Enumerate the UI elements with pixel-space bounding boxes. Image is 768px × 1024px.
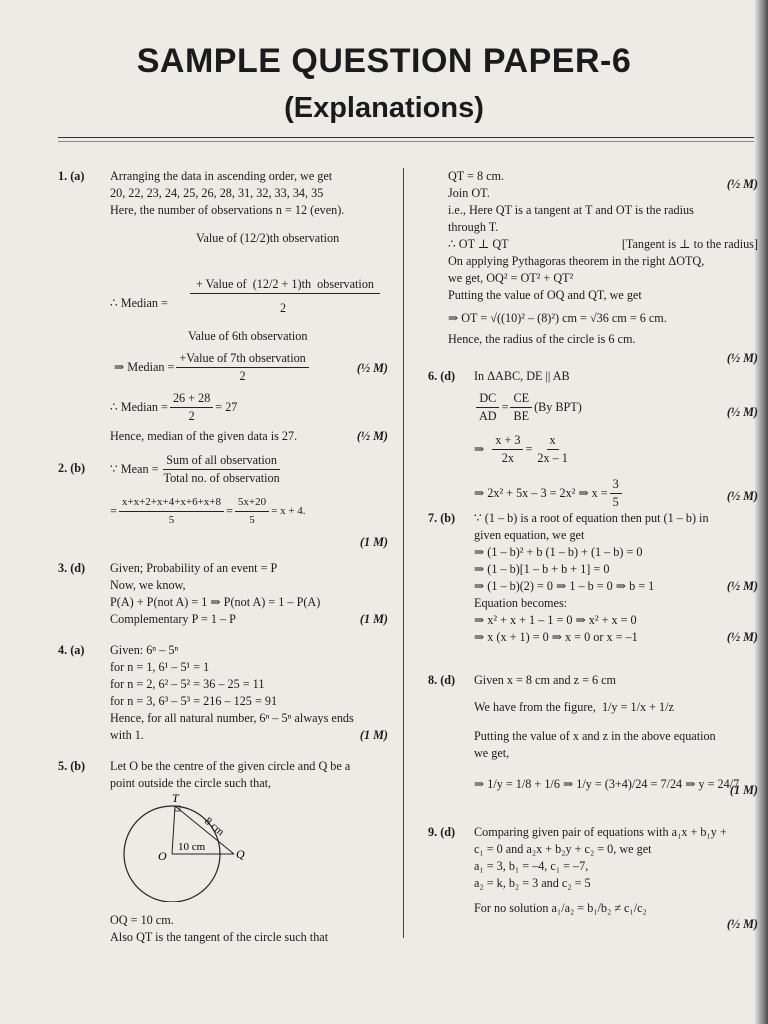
- answer-text: Hence, for all natural number, 6ⁿ – 5ⁿ always ends: [110, 711, 354, 725]
- formula-label: ∴ Median =: [110, 400, 168, 414]
- left-column: [58, 168, 396, 944]
- formula-text: observation: [282, 231, 340, 245]
- mark-label: (½ M): [726, 351, 758, 365]
- mark-label: (½ M): [726, 489, 758, 503]
- label-q: Q: [236, 847, 245, 861]
- mark-label: (1 M): [359, 612, 388, 626]
- answer-text: Putting the value of OQ and QT, we get: [448, 288, 642, 302]
- question-number: 3. (d): [58, 561, 86, 575]
- mark-label: (½ M): [356, 361, 388, 375]
- answer-text: with 1.: [110, 728, 144, 742]
- question-number: 1. (a): [58, 169, 85, 183]
- answer-text: Given: 6ⁿ – 5ⁿ: [110, 643, 179, 657]
- mark-label: (1 M): [359, 728, 388, 742]
- formula-text: ⇒ 1/y = 1/8 + 1/6 ⇒ 1/y = (3+4)/24 = 7/24 ⇒ y = 24/7: [474, 777, 740, 791]
- answer-text: P(A) + P(not A) = 1 ⇒ P(not A) = 1 – P(A): [110, 595, 321, 609]
- answer-text: a₂ = k, b₂ = 3 and c₂ = 5: [474, 876, 591, 890]
- formula-text: Total no. of observation: [163, 471, 280, 485]
- formula-text: ⇒: [474, 442, 485, 456]
- answer-text: Complementary P = 1 – P: [110, 612, 236, 626]
- answer-text: Now, we know,: [110, 578, 186, 592]
- answer-5-continued: [428, 168, 758, 368]
- formula-text: 5x+20: [235, 494, 269, 512]
- question-number: 4. (a): [58, 643, 85, 657]
- formula-text: = 27: [215, 400, 238, 414]
- answer-text: On applying Pythagoras theorem in the right ΔOTQ,: [448, 254, 705, 268]
- formula-text: + Value of: [195, 277, 247, 291]
- mark-label: (½ M): [356, 429, 388, 443]
- answer-2: 2. (b) ∵ Mean = $\frac{\text{Sum of all observation}}{\text{Total no. of observation}}$ = $\frac{x+x+2+x+4+x+6+x+8}{5}$ = $\frac{5x+20}{5}$ = x + 4. (1 M): [58, 453, 388, 549]
- answer-text: ⇒ x (x + 1) = 0 ⇒ x = 0 or x = –1: [474, 630, 638, 644]
- answer-text: we get, OQ² = OT² + QT²: [448, 271, 574, 285]
- formula-text: Value of: [196, 231, 237, 245]
- mark-label: (½ M): [726, 630, 758, 644]
- formula-text: x+x+2+x+4+x+6+x+8: [119, 494, 224, 512]
- column-divider: [403, 168, 404, 938]
- answer-text: for n = 2, 6² – 5² = 36 – 25 = 11: [110, 677, 265, 691]
- answer-text: a₁ = 3, b₁ = –4, c₁ = –7,: [474, 859, 589, 873]
- question-number: 2. (b): [58, 461, 86, 475]
- formula-label: ⇒ Median =: [114, 360, 175, 374]
- answer-text: Given; Probability of an event = P: [110, 561, 278, 575]
- answer-text: Arranging the data in ascending order, we get: [110, 169, 333, 183]
- answer-text: ⇒ (1 – b)² + b (1 – b) + (1 – b) = 0: [474, 545, 643, 559]
- formula-text: 3: [610, 476, 622, 494]
- answer-text: Also QT is the tangent of the circle such that: [110, 930, 329, 944]
- mark-label: (½ M): [726, 177, 758, 191]
- formula-text: Value of 6th observation: [188, 329, 308, 343]
- formula-text: 5: [612, 495, 619, 509]
- formula-text: 2: [188, 409, 195, 423]
- formula-text: For no solution a₁/a₂ = b₁/b₂ ≠ c₁/c₂: [474, 901, 647, 915]
- formula-text: 26 + 28: [170, 390, 213, 408]
- answer-text: Hence, median of the given data is 27.: [110, 429, 298, 443]
- formula-text: x: [547, 432, 559, 450]
- answer-text: Hence, the radius of the circle is 6 cm.: [448, 332, 636, 346]
- formula-text: = x + 4.: [271, 505, 306, 517]
- question-number: 5. (b): [58, 759, 86, 773]
- formula-text: BE: [513, 409, 530, 423]
- answer-text: ⇒ OT = √((10)² – (8)²) cm = √36 cm = 6 cm.: [448, 311, 667, 325]
- formula-text: (12/2)th: [240, 231, 280, 245]
- formula-text: 2: [239, 369, 246, 383]
- mark-label: (1 M): [359, 535, 388, 549]
- answer-7: [428, 510, 758, 672]
- answer-text: Equation becomes:: [474, 596, 568, 610]
- answer-text: OQ = 10 cm.: [110, 913, 174, 927]
- answer-text: ⇒ (1 – b)[1 – b + b + 1] = 0: [474, 562, 610, 576]
- answer-5: [58, 758, 396, 944]
- answer-3: [58, 560, 396, 642]
- right-column: [428, 168, 758, 944]
- formula-text: 1/y = 1/x + 1/z: [601, 700, 674, 714]
- answer-text: Here, the number of observations n = 12 (even).: [110, 203, 345, 217]
- page-subtitle: (Explanations): [284, 92, 484, 124]
- answer-text: 20, 22, 23, 24, 25, 26, 28, 31, 32, 33, 34, 35: [110, 186, 324, 200]
- formula-text: DC: [476, 390, 499, 408]
- question-number: 8. (d): [428, 673, 456, 687]
- label-t: T: [172, 792, 179, 805]
- mark-label: (½ M): [726, 579, 758, 593]
- formula-text: 2x – 1: [537, 451, 568, 465]
- answer-6: 6. (d) In ΔABC, DE || AB $\frac{DC}{AD}$ = $\frac{CE}{BE}$ (By BPT) (½ M) ⇒ $\frac{x + 3}{2x}$ = $\frac{x}{2x - 1}$ ⇒ 2x² + 5x – 3 = 2x² ⇒ x = $\frac{3}{5}$ (½ M): [428, 369, 758, 509]
- answer-text: ∵ (1 – b) is a root of equation then put (1 – b) in: [474, 511, 709, 525]
- answer-9: [428, 824, 758, 944]
- answer-text: QT = 8 cm.: [448, 169, 505, 183]
- label-o: O: [158, 849, 167, 863]
- answer-text: point outside the circle such that,: [110, 776, 272, 790]
- formula-text: 2x: [501, 451, 514, 465]
- answer-text: In ΔABC, DE || AB: [474, 369, 570, 383]
- formula-text: CE: [510, 390, 532, 408]
- formula-text: 2: [280, 301, 287, 315]
- answer-text: for n = 3, 6³ – 5³ = 216 – 125 = 91: [110, 694, 278, 708]
- answer-text: ⇒ x² + x + 1 – 1 = 0 ⇒ x² + x = 0: [474, 613, 637, 627]
- answer-text: c₁ = 0 and a₂x + b₂y + c₂ = 0, we get: [474, 842, 652, 856]
- answer-text: We have from the figure,: [474, 700, 596, 714]
- answer-text: Putting the value of x and z in the above equation: [474, 729, 716, 743]
- formula-label: ∵ Mean =: [110, 462, 159, 476]
- mark-label: (½ M): [726, 917, 758, 931]
- formula-text: AD: [479, 409, 497, 423]
- answer-4: [58, 642, 396, 758]
- formula-text: (By BPT): [534, 400, 582, 414]
- formula-text: x + 3: [492, 432, 523, 450]
- label-10cm: 10 cm: [178, 841, 206, 853]
- answer-text: Comparing given pair of equations with a₁x + b₁y +: [474, 825, 727, 839]
- answer-text: [Tangent is ⊥ to the radius]: [621, 237, 758, 251]
- answer-8: [428, 672, 758, 824]
- label-8cm: 8 cm: [202, 815, 227, 839]
- answer-text: ⇒ (1 – b)(2) = 0 ⇒ 1 – b = 0 ⇒ b = 1: [474, 579, 655, 593]
- answer-1: [58, 168, 396, 452]
- answer-text: through T.: [448, 220, 499, 234]
- answer-text: ∴ OT ⊥ QT: [448, 237, 509, 251]
- answer-text: Let O be the centre of the given circle and Q be a: [110, 759, 351, 773]
- formula-text: (12/2 + 1)th: [252, 277, 312, 291]
- circle-tangent-figure: [106, 792, 306, 902]
- formula-text: +Value of 7th observation: [176, 350, 308, 368]
- formula-text: Sum of all observation: [163, 452, 280, 470]
- question-number: 6. (d): [428, 369, 456, 383]
- formula-text: 5: [168, 514, 175, 526]
- formula-text: observation: [317, 277, 375, 291]
- formula-text: 5: [249, 514, 255, 526]
- header-rule-thin: [58, 141, 758, 142]
- answer-text: i.e., Here QT is a tangent at T and OT is the radius: [448, 203, 694, 217]
- formula-label: ∴ Median =: [110, 296, 168, 310]
- formula-text: ⇒ 2x² + 5x – 3 = 2x² ⇒ x =: [474, 486, 608, 500]
- answer-text: Given x = 8 cm and z = 6 cm: [474, 673, 617, 687]
- answer-text: Join OT.: [448, 186, 490, 200]
- answer-text: for n = 1, 6¹ – 5¹ = 1: [110, 660, 210, 674]
- question-number: 9. (d): [428, 825, 456, 839]
- page-title: SAMPLE QUESTION PAPER-6: [136, 42, 632, 80]
- mark-label: (½ M): [726, 405, 758, 419]
- answer-text: we get,: [474, 746, 510, 760]
- answer-text: given equation, we get: [474, 528, 585, 542]
- question-number: 7. (b): [428, 511, 456, 525]
- mark-label: (1 M): [729, 783, 758, 797]
- header-rule: [58, 137, 758, 138]
- radius-ot: [172, 806, 175, 854]
